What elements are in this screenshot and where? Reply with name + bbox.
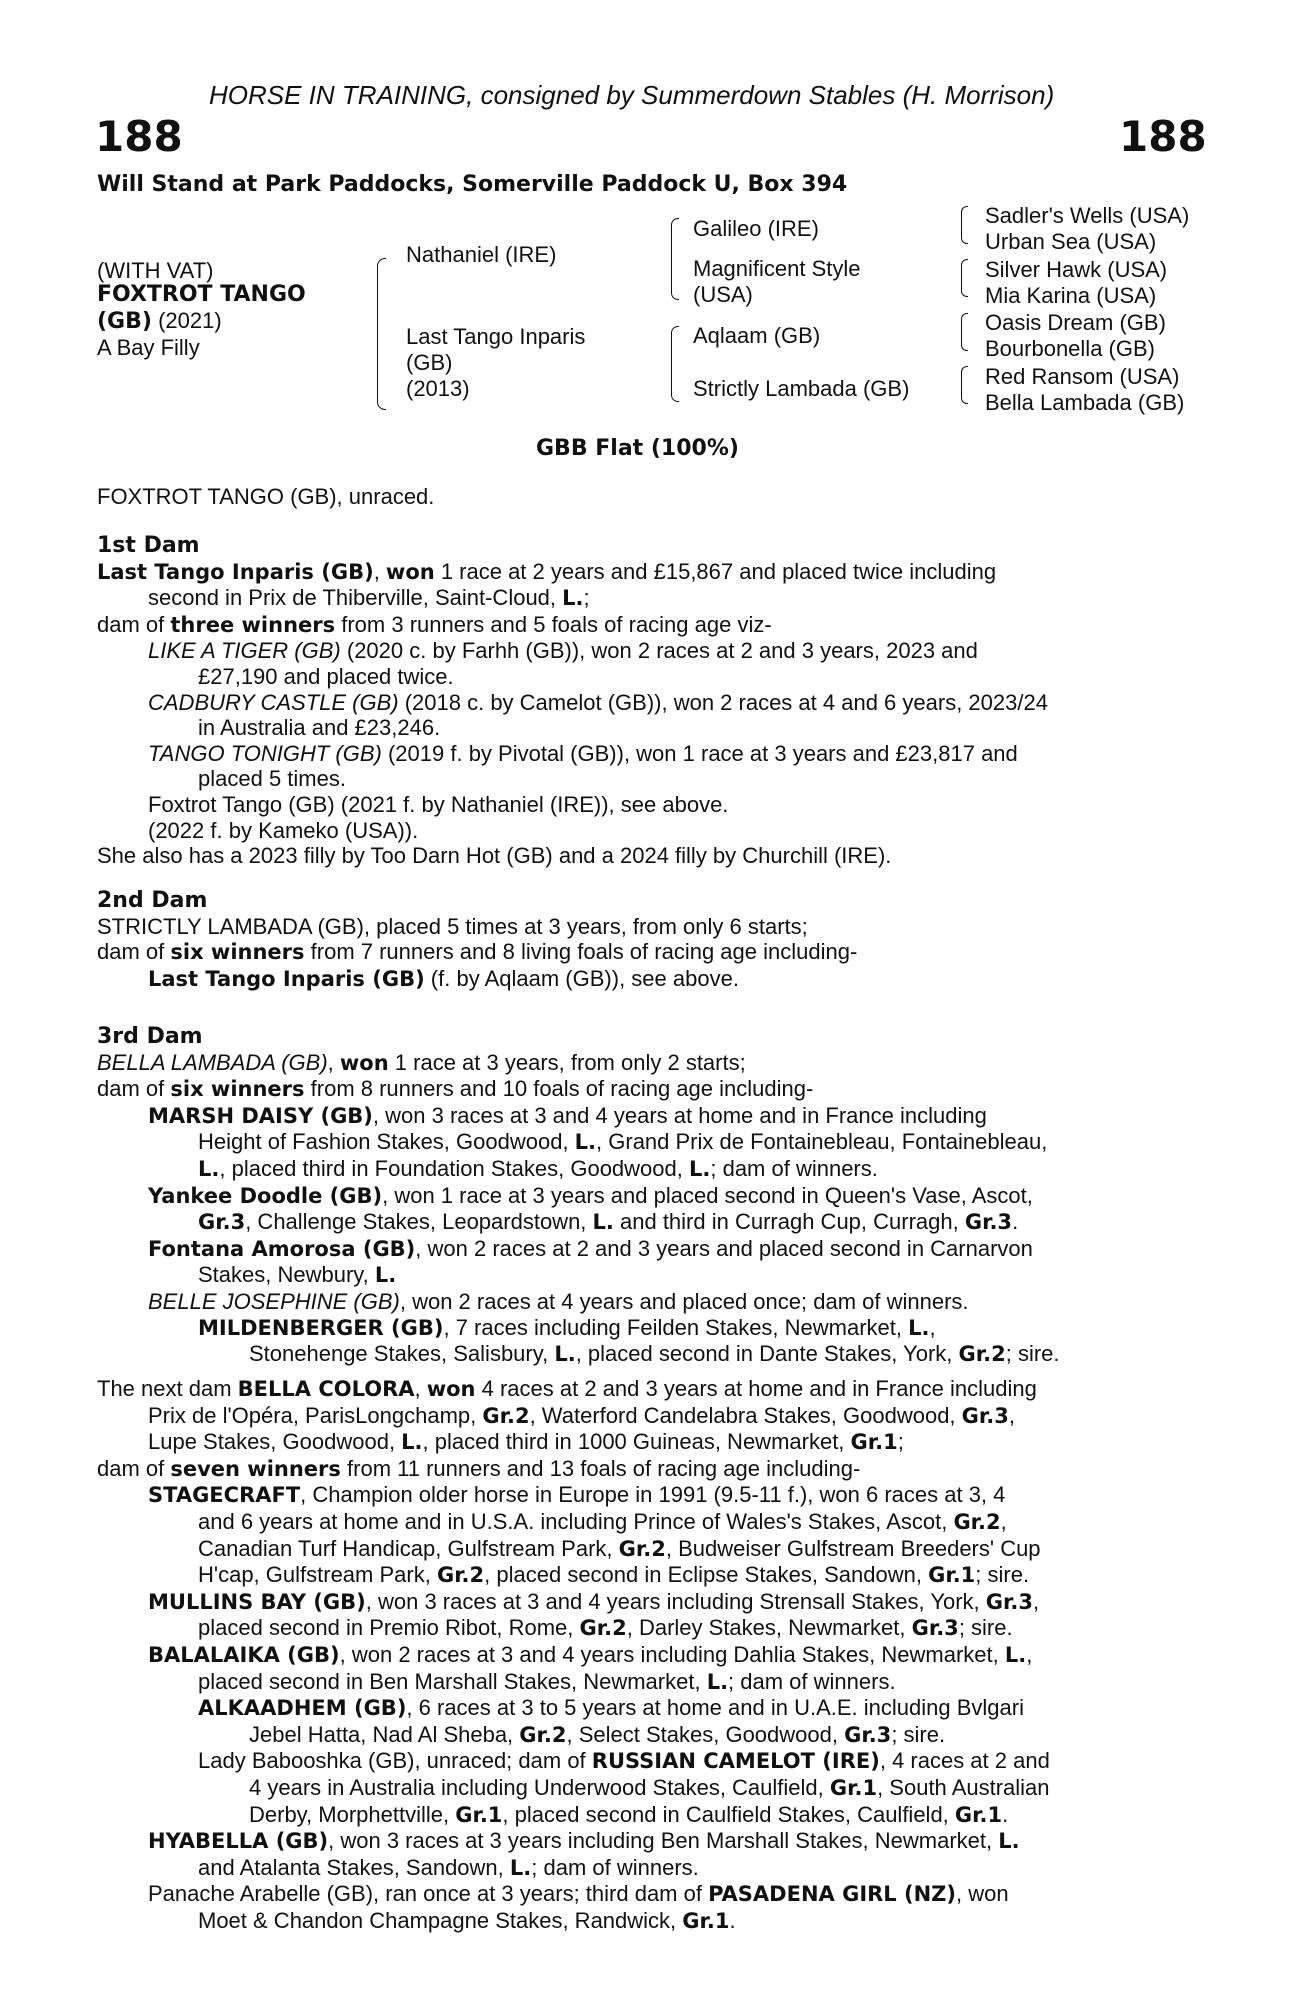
produce-hyabella-cont: and Atalanta Stakes, Sandown, L.; dam of winners. <box>198 1854 699 1880</box>
horse-country: (GB) <box>97 309 152 334</box>
produce-stagecraft-cont3: H'cap, Gulfstream Park, Gr.2, placed second in Eclipse Stakes, Sandown, Gr.1; sire. <box>198 1562 1030 1588</box>
produce-mildenberger: MILDENBERGER (GB), 7 races including Feilden Stakes, Newmarket, L., <box>198 1314 936 1340</box>
pedigree-brace-3b <box>961 259 968 297</box>
produce-like-a-tiger: LIKE A TIGER (GB) (2020 c. by Farhh (GB)), won 2 races at 2 and 3 years, 2023 and <box>148 638 978 664</box>
third-dam-section <box>97 1024 1202 1368</box>
next-dam-produce-summary: dam of seven winners from 11 runners and 13 foals of racing age including- <box>97 1455 861 1481</box>
next-dam-line1: The next dam BELLA COLORA, won 4 races at 2 and 3 years at home and in France including <box>97 1376 1037 1401</box>
pedigree-brace-3a <box>961 206 968 244</box>
horse-description: A Bay Filly <box>97 335 200 360</box>
produce-stagecraft-cont1: and 6 years at home and in U.S.A. including Prince of Wales's Stakes, Ascot, Gr.2, <box>198 1508 1007 1534</box>
second-dam-section <box>97 888 1202 992</box>
third-dam-line1: BELLA LAMBADA (GB), won 1 race at 3 years, from only 2 starts; <box>97 1049 746 1075</box>
produce-mullins-bay: MULLINS BAY (GB), won 3 races at 3 and 4 years including Strensall Stakes, York, Gr.3, <box>148 1588 1040 1614</box>
pedigree-dss: Oasis Dream (GB) <box>985 310 1166 335</box>
second-dam-produce-last-tango: Last Tango Inparis (GB) (f. by Aqlaam (GB)), see above. <box>148 965 739 991</box>
pedigree-sire: Nathaniel (IRE) <box>406 242 557 267</box>
first-dam-produce-summary: dam of three winners from 3 runners and 5 foals of racing age viz- <box>97 611 772 637</box>
pedigree-sds: Silver Hawk (USA) <box>985 257 1168 282</box>
next-dam-section <box>97 1376 1202 1934</box>
next-dam-line2: Prix de l'Opéra, ParisLongchamp, Gr.2, Waterford Candelabra Stakes, Goodwood, Gr.3, <box>148 1402 1015 1428</box>
consignor-line: HORSE IN TRAINING, consigned by Summerdown Stables (H. Morrison) <box>209 80 1055 110</box>
produce-yankee-doodle-cont: Gr.3, Challenge Stakes, Leopardstown, L. and third in Curragh Cup, Curragh, Gr.3. <box>198 1209 1019 1235</box>
produce-tango-tonight: TANGO TONIGHT (GB) (2019 f. by Pivotal (GB)), won 1 race at 3 years and £23,817 and <box>148 740 1018 766</box>
produce-stagecraft-cont2: Canadian Turf Handicap, Gulfstream Park, Gr.2, Budweiser Gulfstream Breeders' Cup <box>198 1535 1041 1561</box>
produce-marsh-daisy-cont1: Height of Fashion Stakes, Goodwood, L., Grand Prix de Fontainebleau, Fontainebleau, <box>198 1129 1048 1155</box>
pedigree-brace-3c <box>961 313 968 351</box>
produce-cadbury-castle: CADBURY CASTLE (GB) (2018 c. by Camelot (GB)), won 2 races at 4 and 6 years, 2023/24 <box>148 689 1048 715</box>
produce-hyabella: HYABELLA (GB), won 3 races at 3 years including Ben Marshall Stakes, Newmarket, L. <box>148 1828 1020 1854</box>
third-dam-heading: 3rd Dam <box>97 1024 203 1049</box>
pedigree-dam-sire: Aqlaam (GB) <box>693 323 821 348</box>
produce-2022-filly: (2022 f. by Kameko (USA)). <box>148 817 419 843</box>
pedigree-sdd: Mia Karina (USA) <box>985 283 1157 308</box>
gbb-rating: GBB Flat (100%) <box>536 436 739 461</box>
pedigree-dds: Red Ransom (USA) <box>985 364 1180 389</box>
first-dam-heading: 1st Dam <box>97 533 200 558</box>
pedigree-brace-3d <box>961 366 968 404</box>
horse-name: FOXTROT TANGO <box>97 282 306 307</box>
first-dam-line2: second in Prix de Thiberville, Saint-Cloud, L.; <box>148 585 590 611</box>
pedigree-dam-line1: Last Tango Inparis <box>406 324 586 349</box>
lot-number-right: 188 <box>1119 112 1207 161</box>
pedigree-brace-gen1 <box>377 258 386 410</box>
pedigree-dam-line2: (GB) <box>406 350 453 375</box>
produce-panache-arabelle: Panache Arabelle (GB), ran once at 3 years; third dam of PASADENA GIRL (NZ), won <box>148 1881 1009 1907</box>
produce-marsh-daisy: MARSH DAISY (GB), won 3 races at 3 and 4 years at home and in France including <box>148 1102 987 1128</box>
second-dam-produce-summary: dam of six winners from 7 runners and 8 living foals of racing age including- <box>97 939 858 965</box>
pedigree-ddd: Bella Lambada (GB) <box>985 390 1185 415</box>
horse-year: (2021) <box>158 308 222 333</box>
produce-fontana-amorosa: Fontana Amorosa (GB), won 2 races at 2 and 3 years and placed second in Carnarvon <box>148 1235 1033 1261</box>
produce-mildenberger-cont: Stonehenge Stakes, Salisbury, L., placed second in Dante Stakes, York, Gr.2; sire. <box>249 1341 1060 1367</box>
first-dam-section <box>97 533 1202 869</box>
produce-belle-josephine: BELLE JOSEPHINE (GB), won 2 races at 4 years and placed once; dam of winners. <box>148 1288 969 1314</box>
horse-country-year <box>97 308 222 334</box>
second-dam-line1: STRICTLY LAMBADA (GB), placed 5 times at 3 years, from only 6 starts; <box>97 913 808 939</box>
produce-lady-babooshka-cont1: 4 years in Australia including Underwood Stakes, Caulfield, Gr.1, South Australian <box>249 1774 1050 1800</box>
produce-marsh-daisy-cont2: L., placed third in Foundation Stakes, Goodwood, L.; dam of winners. <box>198 1155 878 1181</box>
produce-like-a-tiger-cont: £27,190 and placed twice. <box>198 663 454 689</box>
produce-younger: She also has a 2023 filly by Too Darn Hot (GB) and a 2024 filly by Churchill (IRE). <box>97 843 892 869</box>
produce-lady-babooshka: Lady Babooshka (GB), unraced; dam of RUSSIAN CAMELOT (IRE), 4 races at 2 and <box>198 1748 1050 1774</box>
pedigree-sire-dam-line2: (USA) <box>693 282 753 307</box>
second-dam-heading: 2nd Dam <box>97 888 208 913</box>
stand-location: Will Stand at Park Paddocks, Somerville Paddock U, Box 394 <box>97 172 848 197</box>
produce-stagecraft: STAGECRAFT, Champion older horse in Europe in 1991 (9.5-11 f.), won 6 races at 3, 4 <box>148 1482 1006 1508</box>
unraced-note: FOXTROT TANGO (GB), unraced. <box>97 484 435 509</box>
produce-lady-babooshka-cont2: Derby, Morphettville, Gr.1, placed second in Caulfield Stakes, Caulfield, Gr.1. <box>249 1801 1009 1827</box>
pedigree-sire-sire: Galileo (IRE) <box>693 216 819 241</box>
produce-cadbury-castle-cont: in Australia and £23,246. <box>198 715 441 741</box>
produce-balalaika-cont: placed second in Ben Marshall Stakes, Newmarket, L.; dam of winners. <box>198 1668 896 1694</box>
lot-number-left: 188 <box>95 112 183 161</box>
pedigree-brace-sire <box>671 218 679 300</box>
produce-panache-arabelle-cont: Moet & Chandon Champagne Stakes, Randwick, Gr.1. <box>198 1907 736 1933</box>
pedigree-dam-line3: (2013) <box>406 376 470 401</box>
produce-fontana-amorosa-cont: Stakes, Newbury, L. <box>198 1262 397 1288</box>
pedigree-dam-dam: Strictly Lambada (GB) <box>693 376 910 401</box>
produce-alkaadhem: ALKAADHEM (GB), 6 races at 3 to 5 years at home and in U.A.E. including Bvlgari <box>198 1695 1024 1721</box>
first-dam-line1: Last Tango Inparis (GB), won 1 race at 2 years and £15,867 and placed twice including <box>97 558 997 584</box>
pedigree-sire-dam-line1: Magnificent Style <box>693 256 861 281</box>
produce-mullins-bay-cont: placed second in Premio Ribot, Rome, Gr.2, Darley Stakes, Newmarket, Gr.3; sire. <box>198 1615 1013 1641</box>
pedigree-ssd: Urban Sea (USA) <box>985 229 1157 254</box>
produce-alkaadhem-cont: Jebel Hatta, Nad Al Sheba, Gr.2, Select Stakes, Goodwood, Gr.3; sire. <box>249 1721 946 1747</box>
pedigree-sss: Sadler's Wells (USA) <box>985 203 1190 228</box>
pedigree-dsd: Bourbonella (GB) <box>985 336 1155 361</box>
produce-balalaika: BALALAIKA (GB), won 2 races at 3 and 4 years including Dahlia Stakes, Newmarket, L., <box>148 1641 1033 1667</box>
produce-tango-tonight-cont: placed 5 times. <box>198 766 346 792</box>
third-dam-produce-summary: dam of six winners from 8 runners and 10 foals of racing age including- <box>97 1076 814 1102</box>
vat-label: (WITH VAT) <box>97 258 214 283</box>
pedigree-brace-dam <box>671 326 679 402</box>
produce-foxtrot-tango: Foxtrot Tango (GB) (2021 f. by Nathaniel (IRE)), see above. <box>148 791 729 817</box>
next-dam-line3: Lupe Stakes, Goodwood, L., placed third in 1000 Guineas, Newmarket, Gr.1; <box>148 1429 904 1455</box>
produce-yankee-doodle: Yankee Doodle (GB), won 1 race at 3 years and placed second in Queen's Vase, Ascot, <box>148 1182 1033 1208</box>
